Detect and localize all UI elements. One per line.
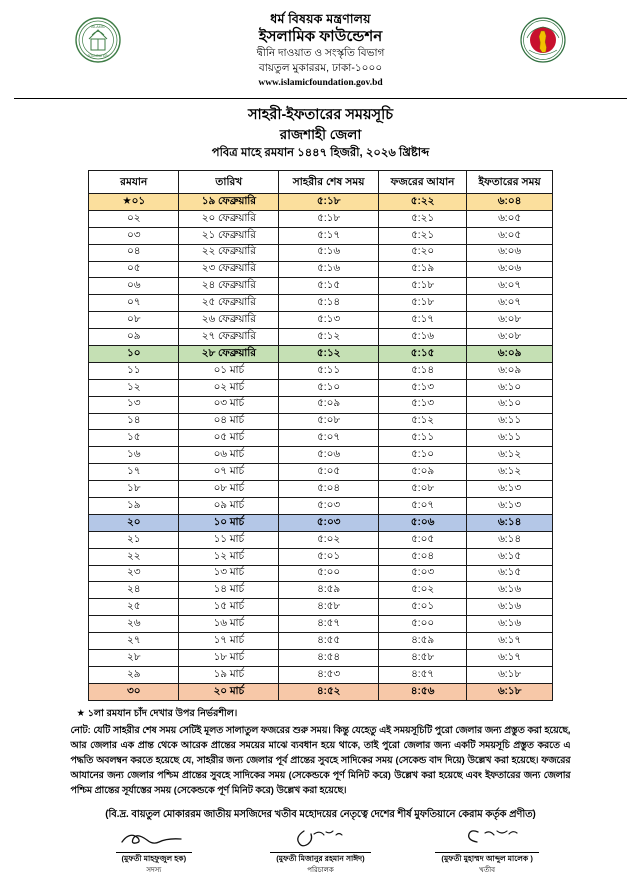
cell-sehri-end-time: ৫:০৮ xyxy=(279,413,379,430)
table-row xyxy=(89,633,553,650)
cell-sehri-end-time: ৪:৫৪ xyxy=(279,650,379,667)
islamic-foundation-seal-icon xyxy=(72,14,124,66)
column-header-fajr: ফজরের আযান xyxy=(378,171,466,194)
calendar-description: পবিত্র মাহে রমযান ১৪৪৭ হিজরী, ২০২৬ খ্রিষ্টাব্দ xyxy=(211,146,430,159)
attribution-text: (বি.দ্র. বায়তুল মোকাররম জাতীয় মসজিদের খতীব মহোদয়ের নেতৃত্বে দেশের শীর্ষ মুফতিয়ানে কেরাম কর্তৃক প্রণীত) xyxy=(105,809,536,821)
cell-date: ১৬ মার্চ xyxy=(179,616,279,633)
cell-date: ০৬ মার্চ xyxy=(179,447,279,464)
cell-iftar-time: ৬:১৪ xyxy=(467,531,553,548)
cell-iftar-time: ৬:১৮ xyxy=(467,683,553,700)
cell-date: ০২ মার্চ xyxy=(179,379,279,396)
cell-fajr-azan-time: ৫:১০ xyxy=(378,447,466,464)
cell-iftar-time: ৬:১২ xyxy=(467,464,553,481)
signatory-name: (মুফতী মিজানুর রহমান সাঈদ) xyxy=(270,852,370,864)
table-row xyxy=(89,582,553,599)
table-row xyxy=(89,227,553,244)
cell-fajr-azan-time: ৪:৫৮ xyxy=(378,650,466,667)
table-row xyxy=(89,599,553,616)
cell-fajr-azan-time: ৫:১১ xyxy=(378,430,466,447)
district-name: রাজশাহী জেলা xyxy=(279,126,362,142)
cell-sehri-end-time: ৫:০৬ xyxy=(279,447,379,464)
cell-iftar-time: ৬:১৬ xyxy=(467,616,553,633)
signatory-name: (মুফতী মাহফুজুল হক) xyxy=(116,852,193,864)
bangladesh-govt-emblem-icon xyxy=(517,14,569,66)
cell-ramadan-day: ২৭ xyxy=(89,633,179,650)
cell-iftar-time: ৬:১৩ xyxy=(467,481,553,498)
cell-fajr-azan-time: ৪:৫৭ xyxy=(378,666,466,683)
cell-sehri-end-time: ৫:০৪ xyxy=(279,481,379,498)
cell-ramadan-day: ০৮ xyxy=(89,312,179,329)
cell-date: ২০ ফেব্রুয়ারি xyxy=(179,210,279,227)
cell-sehri-end-time: ৫:১২ xyxy=(279,329,379,346)
website-url: www.islamicfoundation.gov.bd xyxy=(258,77,383,88)
cell-sehri-end-time: ৫:০১ xyxy=(279,548,379,565)
cell-iftar-time: ৬:০৪ xyxy=(467,194,553,211)
cell-sehri-end-time: ৫:১৮ xyxy=(279,210,379,227)
cell-ramadan-day: ০৬ xyxy=(89,278,179,295)
cell-date: ১৭ মার্চ xyxy=(179,633,279,650)
cell-sehri-end-time: ৫:০২ xyxy=(279,531,379,548)
table-row xyxy=(89,447,553,464)
signature-block xyxy=(404,828,571,875)
cell-fajr-azan-time: ৫:০১ xyxy=(378,599,466,616)
table-row xyxy=(89,650,553,667)
cell-ramadan-day: ৩০ xyxy=(89,683,179,700)
cell-sehri-end-time: ৫:১৫ xyxy=(279,278,379,295)
cell-date: ১৯ মার্চ xyxy=(179,666,279,683)
table-row xyxy=(89,464,553,481)
signatory-name: (মুফতী মুহাম্মদ আব্দুল মালেক ) xyxy=(435,852,538,864)
cell-ramadan-day: ১২ xyxy=(89,379,179,396)
cell-iftar-time: ৬:১৭ xyxy=(467,650,553,667)
cell-ramadan-day: ২৫ xyxy=(89,599,179,616)
cell-iftar-time: ৬:০৫ xyxy=(467,210,553,227)
cell-fajr-azan-time: ৫:২২ xyxy=(378,194,466,211)
cell-iftar-time: ৬:০৫ xyxy=(467,227,553,244)
column-header-date: তারিখ xyxy=(179,171,279,194)
cell-sehri-end-time: ৫:১৪ xyxy=(279,295,379,312)
table-row xyxy=(89,430,553,447)
svg-text:ISLAMIC: ISLAMIC xyxy=(90,25,106,29)
cell-date: ১৫ মার্চ xyxy=(179,599,279,616)
table-row xyxy=(89,346,553,363)
cell-fajr-azan-time: ৫:১৪ xyxy=(378,362,466,379)
cell-date: ০৪ মার্চ xyxy=(179,413,279,430)
cell-sehri-end-time: ৫:১৬ xyxy=(279,261,379,278)
table-row xyxy=(89,210,553,227)
cell-date: ০৯ মার্চ xyxy=(179,498,279,515)
table-row xyxy=(89,295,553,312)
cell-sehri-end-time: ৫:০৩ xyxy=(279,498,379,515)
column-header-ramadan: রমযান xyxy=(89,171,179,194)
cell-date: ০৫ মার্চ xyxy=(179,430,279,447)
signature-mark-icon xyxy=(404,828,571,848)
table-row xyxy=(89,312,553,329)
cell-fajr-azan-time: ৫:১৯ xyxy=(378,261,466,278)
cell-sehri-end-time: ৪:৫৩ xyxy=(279,666,379,683)
cell-iftar-time: ৬:১৫ xyxy=(467,565,553,582)
cell-iftar-time: ৬:০৯ xyxy=(467,362,553,379)
table-row xyxy=(89,413,553,430)
cell-date: ০৩ মার্চ xyxy=(179,396,279,413)
cell-fajr-azan-time: ৫:১৭ xyxy=(378,312,466,329)
cell-sehri-end-time: ৫:১৩ xyxy=(279,312,379,329)
cell-fajr-azan-time: ৫:১৩ xyxy=(378,396,466,413)
cell-date: ২২ ফেব্রুয়ারি xyxy=(179,244,279,261)
cell-sehri-end-time: ৪:৫৭ xyxy=(279,616,379,633)
table-row xyxy=(89,548,553,565)
cell-ramadan-day: ★০১ xyxy=(89,194,179,211)
signatory-role: খতীব xyxy=(479,867,496,875)
moon-sighting-note: ★ ১লা রমযান চাঁদ দেখার উপর নির্ভরশীল। xyxy=(76,707,238,719)
table-row xyxy=(89,666,553,683)
cell-iftar-time: ৬:০৬ xyxy=(467,244,553,261)
cell-sehri-end-time: ৫:১০ xyxy=(279,379,379,396)
cell-ramadan-day: ০৩ xyxy=(89,227,179,244)
table-header-row xyxy=(89,171,553,194)
cell-fajr-azan-time: ৫:০৪ xyxy=(378,548,466,565)
cell-date: ২৬ ফেব্রুয়ারি xyxy=(179,312,279,329)
cell-ramadan-day: ২৯ xyxy=(89,666,179,683)
page-title: সাহরী-ইফতারের সময়সূচি xyxy=(247,106,394,123)
cell-date: ১৪ মার্চ xyxy=(179,582,279,599)
cell-fajr-azan-time: ৫:২১ xyxy=(378,210,466,227)
signature-mark-icon xyxy=(237,828,404,848)
table-row xyxy=(89,379,553,396)
cell-fajr-azan-time: ৫:১৩ xyxy=(378,379,466,396)
cell-date: ১৯ ফেব্রুয়ারি xyxy=(179,194,279,211)
cell-iftar-time: ৬:১৮ xyxy=(467,666,553,683)
table-row xyxy=(89,244,553,261)
department-name: দ্বীনি দাওয়াত ও সংস্কৃতি বিভাগ xyxy=(256,47,385,60)
office-address: বায়তুল মুকাররম, ঢাকা-১০০০ xyxy=(258,61,383,74)
schedule-table-body xyxy=(89,194,553,701)
cell-fajr-azan-time: ৫:১৬ xyxy=(378,329,466,346)
cell-fajr-azan-time: ৫:০৩ xyxy=(378,565,466,582)
signature-block xyxy=(71,828,238,875)
cell-sehri-end-time: ৪:৫৯ xyxy=(279,582,379,599)
ramadan-schedule-table xyxy=(88,170,553,701)
column-header-iftar: ইফতারের সময় xyxy=(467,171,553,194)
cell-iftar-time: ৬:১১ xyxy=(467,430,553,447)
cell-sehri-end-time: ৫:১৮ xyxy=(279,194,379,211)
cell-fajr-azan-time: ৪:৫৬ xyxy=(378,683,466,700)
table-row xyxy=(89,481,553,498)
table-row xyxy=(89,261,553,278)
cell-fajr-azan-time: ৫:০৯ xyxy=(378,464,466,481)
cell-date: ১১ মার্চ xyxy=(179,531,279,548)
cell-ramadan-day: ০৪ xyxy=(89,244,179,261)
table-row xyxy=(89,498,553,515)
cell-iftar-time: ৬:০৮ xyxy=(467,329,553,346)
cell-sehri-end-time: ৪:৫৮ xyxy=(279,599,379,616)
table-row xyxy=(89,396,553,413)
cell-date: ২৫ ফেব্রুয়ারি xyxy=(179,295,279,312)
cell-date: ০১ মার্চ xyxy=(179,362,279,379)
title-block xyxy=(0,106,641,162)
cell-ramadan-day: ১৩ xyxy=(89,396,179,413)
cell-iftar-time: ৬:০৭ xyxy=(467,278,553,295)
cell-sehri-end-time: ৪:৫৫ xyxy=(279,633,379,650)
cell-date: ১৮ মার্চ xyxy=(179,650,279,667)
cell-ramadan-day: ১৭ xyxy=(89,464,179,481)
cell-ramadan-day: ০৭ xyxy=(89,295,179,312)
svg-text:FOUNDATION: FOUNDATION xyxy=(87,54,109,58)
cell-ramadan-day: ২৮ xyxy=(89,650,179,667)
table-row xyxy=(89,514,553,531)
cell-fajr-azan-time: ৫:২০ xyxy=(378,244,466,261)
cell-fajr-azan-time: ৫:০৫ xyxy=(378,531,466,548)
cell-ramadan-day: ১০ xyxy=(89,346,179,363)
cell-date: ২৮ ফেব্রুয়ারি xyxy=(179,346,279,363)
signatory-role: পরিচালক xyxy=(307,867,334,875)
cell-ramadan-day: ২১ xyxy=(89,531,179,548)
cell-fajr-azan-time: ৫:২১ xyxy=(378,227,466,244)
organization-name: ইসলামিক ফাউন্ডেশন xyxy=(258,27,383,45)
cell-sehri-end-time: ৫:১১ xyxy=(279,362,379,379)
signature-block xyxy=(237,828,404,875)
cell-sehri-end-time: ৫:১৬ xyxy=(279,244,379,261)
table-row xyxy=(89,329,553,346)
cell-ramadan-day: ১৯ xyxy=(89,498,179,515)
cell-ramadan-day: ২৪ xyxy=(89,582,179,599)
cell-iftar-time: ৬:০৯ xyxy=(467,346,553,363)
table-row xyxy=(89,565,553,582)
table-row xyxy=(89,683,553,700)
cell-fajr-azan-time: ৫:০৭ xyxy=(378,498,466,515)
cell-date: ২৪ ফেব্রুয়ারি xyxy=(179,278,279,295)
cell-ramadan-day: ২২ xyxy=(89,548,179,565)
table-row xyxy=(89,531,553,548)
cell-date: ১২ মার্চ xyxy=(179,548,279,565)
cell-date: ১০ মার্চ xyxy=(179,514,279,531)
cell-ramadan-day: ১৮ xyxy=(89,481,179,498)
schedule-table-container xyxy=(88,170,553,701)
column-header-sehri: সাহরীর শেষ সময় xyxy=(279,171,379,194)
notes-section xyxy=(71,707,571,799)
cell-iftar-time: ৬:১৩ xyxy=(467,498,553,515)
cell-iftar-time: ৬:১৭ xyxy=(467,633,553,650)
cell-iftar-time: ৬:১১ xyxy=(467,413,553,430)
table-row xyxy=(89,194,553,211)
cell-iftar-time: ৬:১৬ xyxy=(467,599,553,616)
cell-date: ২০ মার্চ xyxy=(179,683,279,700)
cell-date: ২১ ফেব্রুয়ারি xyxy=(179,227,279,244)
cell-date: ০৭ মার্চ xyxy=(179,464,279,481)
table-row xyxy=(89,362,553,379)
cell-sehri-end-time: ৫:১২ xyxy=(279,346,379,363)
cell-iftar-time: ৬:০৬ xyxy=(467,261,553,278)
cell-sehri-end-time: ৫:১৭ xyxy=(279,227,379,244)
cell-sehri-end-time: ৫:০৩ xyxy=(279,514,379,531)
cell-fajr-azan-time: ৫:১৮ xyxy=(378,278,466,295)
cell-ramadan-day: ১৪ xyxy=(89,413,179,430)
cell-sehri-end-time: ৫:০৭ xyxy=(279,430,379,447)
cell-iftar-time: ৬:১৬ xyxy=(467,582,553,599)
table-row xyxy=(89,616,553,633)
signature-mark-icon xyxy=(71,828,238,848)
cell-iftar-time: ৬:০৭ xyxy=(467,295,553,312)
cell-ramadan-day: ১৬ xyxy=(89,447,179,464)
cell-iftar-time: ৬:১০ xyxy=(467,396,553,413)
cell-ramadan-day: ০২ xyxy=(89,210,179,227)
cell-ramadan-day: ০৫ xyxy=(89,261,179,278)
document-header xyxy=(0,0,641,94)
cell-fajr-azan-time: ৫:০২ xyxy=(378,582,466,599)
cell-ramadan-day: ২৩ xyxy=(89,565,179,582)
cell-date: ১৩ মার্চ xyxy=(179,565,279,582)
cell-iftar-time: ৬:১২ xyxy=(467,447,553,464)
cell-date: ০৮ মার্চ xyxy=(179,481,279,498)
cell-fajr-azan-time: ৫:১৮ xyxy=(378,295,466,312)
cell-fajr-azan-time: ৫:০৬ xyxy=(378,514,466,531)
cell-sehri-end-time: ৫:০৯ xyxy=(279,396,379,413)
header-divider xyxy=(14,98,627,99)
cell-date: ২৩ ফেব্রুয়ারি xyxy=(179,261,279,278)
cell-fajr-azan-time: ৫:০০ xyxy=(378,616,466,633)
cell-sehri-end-time: ৪:৫২ xyxy=(279,683,379,700)
cell-iftar-time: ৬:১৫ xyxy=(467,548,553,565)
cell-iftar-time: ৬:১৪ xyxy=(467,514,553,531)
signature-row xyxy=(71,828,571,875)
table-row xyxy=(89,278,553,295)
cell-ramadan-day: ০৯ xyxy=(89,329,179,346)
cell-sehri-end-time: ৫:০০ xyxy=(279,565,379,582)
cell-fajr-azan-time: ৫:০৮ xyxy=(378,481,466,498)
cell-fajr-azan-time: ৫:১৫ xyxy=(378,346,466,363)
cell-iftar-time: ৬:১০ xyxy=(467,379,553,396)
cell-sehri-end-time: ৫:০৫ xyxy=(279,464,379,481)
cell-fajr-azan-time: ৫:১২ xyxy=(378,413,466,430)
cell-ramadan-day: ২০ xyxy=(89,514,179,531)
explanatory-note: নোট: যেটি সাহরীর শেষ সময় সেটিই মূলত সালাতুল ফজরের শুরু সময়। কিন্তু যেহেতু এই সময়সূচিটি পুরো জেলার জন্য প্রস্তুত করা হয়েছে, আর জেলার এক প্রান্ত থেকে আরেক প্রান্তের সময়ের মাঝে ব্যবধান হয়ে থাকে, তাই পুরো জেলার জন্য একটি সময়সূচি প্রস্তুত করতে এ পদ্ধতি অবলম্বন করতে হয়েছে যে, সাহরীর জন্য জেলার পূর্ব প্রান্তের সুবহে সাদিকের সময় (সেকেন্ড বাদ দিয়ে) উল্লেখ করা হয়েছে। ফজরের আযানের জন্য জেলার পশ্চিম প্রান্তের সুবহে সাদিকের সময় (সেকেন্ডকে পূর্ণ মিনিট করে) উল্লেখ করা হয়েছে এবং ইফতারের জন্য জেলার পশ্চিম প্রান্তের সূর্যাস্তের সময় (সেকেন্ডকে পূর্ণ মিনিট করে) উল্লেখ করা হয়েছে। xyxy=(70,725,571,796)
ministry-name: ধর্ম বিষয়ক মন্ত্রণালয় xyxy=(270,12,371,26)
cell-ramadan-day: ১১ xyxy=(89,362,179,379)
cell-iftar-time: ৬:০৮ xyxy=(467,312,553,329)
cell-ramadan-day: ২৬ xyxy=(89,616,179,633)
cell-fajr-azan-time: ৪:৫৯ xyxy=(378,633,466,650)
cell-ramadan-day: ১৫ xyxy=(89,430,179,447)
cell-date: ২৭ ফেব্রুয়ারি xyxy=(179,329,279,346)
signatory-role: সদস্য xyxy=(146,867,162,875)
